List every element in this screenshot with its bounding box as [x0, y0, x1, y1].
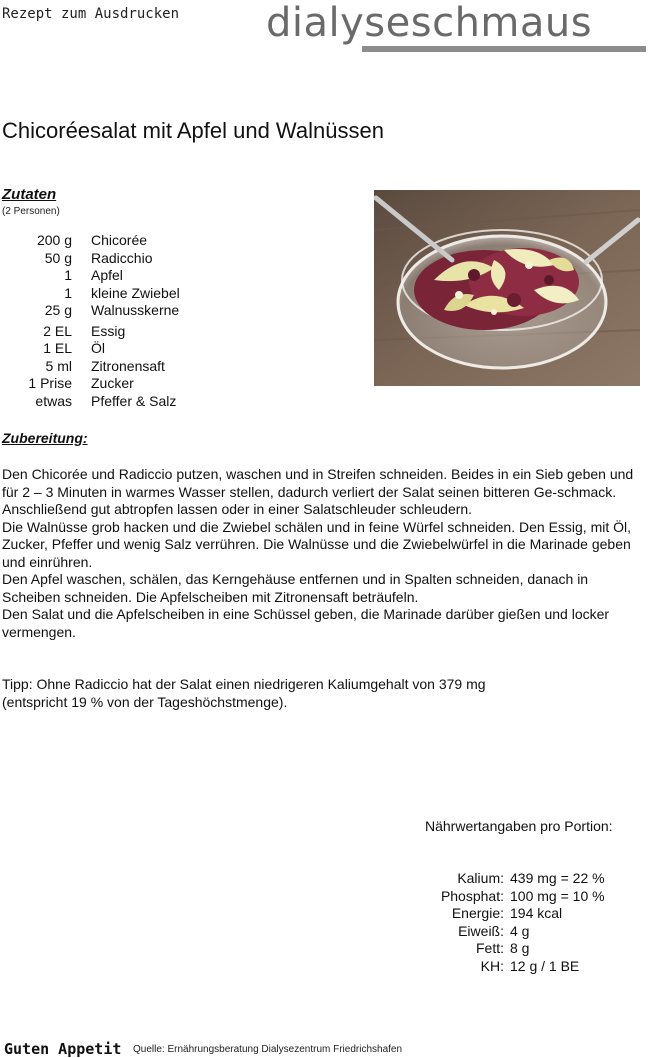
- nutrition-row: [400, 870, 640, 888]
- nutrition-table: [400, 870, 640, 975]
- nutrition-row: [400, 923, 640, 941]
- nutrition-label: KH:: [480, 957, 504, 974]
- tip-line: Tipp: Ohne Radiccio hat der Salat einen niedrigeren Kaliumgehalt von 379 mg: [2, 676, 486, 692]
- nutrition-row: [400, 888, 640, 906]
- preparation-step: Die Walnüsse grob hacken und die Zwiebel schälen und in feine Würfel schneiden. Den Essig, mit Öl, Zucker, Pfeffer und wenig Salz verrühren. Die Walnüsse und die Zwiebelwürfel in die Marinade geben und einrühren.: [2, 518, 632, 570]
- ingredient-amount: 1: [64, 284, 72, 301]
- ingredient-name: Öl: [91, 340, 105, 356]
- nutrition-row: [400, 905, 640, 923]
- nutrition-title: Nährwertangaben pro Portion:: [425, 818, 613, 834]
- salad-photo: [374, 190, 640, 386]
- ingredient-row: [0, 267, 260, 285]
- nutrition-label: Eiweiß:: [458, 922, 504, 939]
- ingredient-row: [0, 250, 260, 268]
- preparation-heading: Zubereitung:: [2, 430, 88, 446]
- nutrition-label: Kalium:: [457, 870, 504, 886]
- ingredient-name: Essig: [91, 322, 126, 339]
- ingredient-row: [0, 232, 260, 250]
- tip-text: [2, 676, 642, 711]
- ingredient-amount: 1 EL: [43, 340, 72, 356]
- nutrition-row: [400, 940, 640, 958]
- footer-source: Quelle: Ernährungsberatung Dialysezentrum Friedrichshafen: [133, 1044, 403, 1055]
- nutrition-value: 439 mg = 22 %: [510, 870, 605, 886]
- nutrition-value: 100 mg = 10 %: [510, 887, 605, 904]
- ingredient-name: Radicchio: [91, 249, 153, 266]
- nutrition-row: [400, 958, 640, 976]
- ingredient-amount: 5 ml: [45, 357, 72, 374]
- nutrition-value: 4 g: [510, 922, 530, 939]
- ingredient-row: [0, 323, 260, 341]
- brand-underline: [362, 46, 646, 52]
- ingredient-amount: 1: [64, 267, 72, 283]
- ingredients-heading: Zutaten: [2, 186, 57, 203]
- ingredient-name: Apfel: [91, 267, 123, 283]
- ingredient-row: [0, 285, 260, 303]
- ingredient-amount: 25 g: [44, 302, 72, 318]
- brand-logo: dialyseschmaus: [266, 0, 593, 46]
- servings-note: (2 Personen): [2, 206, 60, 217]
- ingredient-name: Walnusskerne: [91, 302, 180, 318]
- nutrition-value: 8 g: [510, 940, 530, 956]
- footer-greeting: Guten Appetit: [4, 1040, 122, 1058]
- preparation-step: Den Salat und die Apfelscheiben in eine Schüssel geben, die Marinade darüber gießen und locker vermengen.: [2, 606, 610, 640]
- nutrition-label: Phosphat:: [440, 887, 504, 904]
- tip-line: (entspricht 19 % von der Tageshöchstmenge).: [2, 693, 288, 710]
- ingredient-amount: etwas: [35, 392, 72, 409]
- ingredient-name: Zucker: [91, 375, 134, 391]
- preparation-step: Den Apfel waschen, schälen, das Kerngehäuse entfernen und in Spalten schneiden, danach in Scheiben schneiden. Die Apfelscheiben mit Zitronensaft beträufeln.: [2, 571, 589, 605]
- nutrition-label: Energie:: [451, 905, 504, 921]
- print-label: Rezept zum Ausdrucken: [2, 6, 180, 22]
- ingredient-row: [0, 393, 260, 411]
- ingredient-row: [0, 358, 260, 376]
- nutrition-value: 194 kcal: [510, 905, 563, 921]
- ingredient-name: Pfeffer & Salz: [91, 392, 177, 409]
- preparation-text: [2, 466, 642, 641]
- ingredient-name: Chicorée: [91, 232, 148, 248]
- preparation-step: Den Chicorée und Radiccio putzen, waschen und in Streifen schneiden. Beides in ein Sieb geben und für 2 – 3 Minuten in warmes Wasser stellen, dadurch verliert der Salat seinen bitteren Ge-schmack. Anschließend gut abtropfen lassen oder in einer Salatschleuder schleudern.: [2, 466, 634, 517]
- nutrition-label: Fett:: [475, 940, 504, 956]
- ingredient-row: [0, 302, 260, 320]
- ingredient-amount: 50 g: [44, 249, 72, 266]
- ingredient-amount: 1 Prise: [28, 375, 72, 391]
- ingredient-amount: 200 g: [36, 232, 72, 248]
- ingredient-row: [0, 375, 260, 393]
- recipe-title: Chicoréesalat mit Apfel und Walnüssen: [2, 118, 384, 143]
- ingredient-amount: 2 EL: [43, 322, 72, 339]
- nutrition-value: 12 g / 1 BE: [510, 957, 580, 974]
- ingredient-name: Zitronensaft: [91, 357, 165, 374]
- ingredient-name: kleine Zwiebel: [91, 284, 180, 301]
- ingredients-list: [0, 232, 260, 410]
- ingredient-row: [0, 340, 260, 358]
